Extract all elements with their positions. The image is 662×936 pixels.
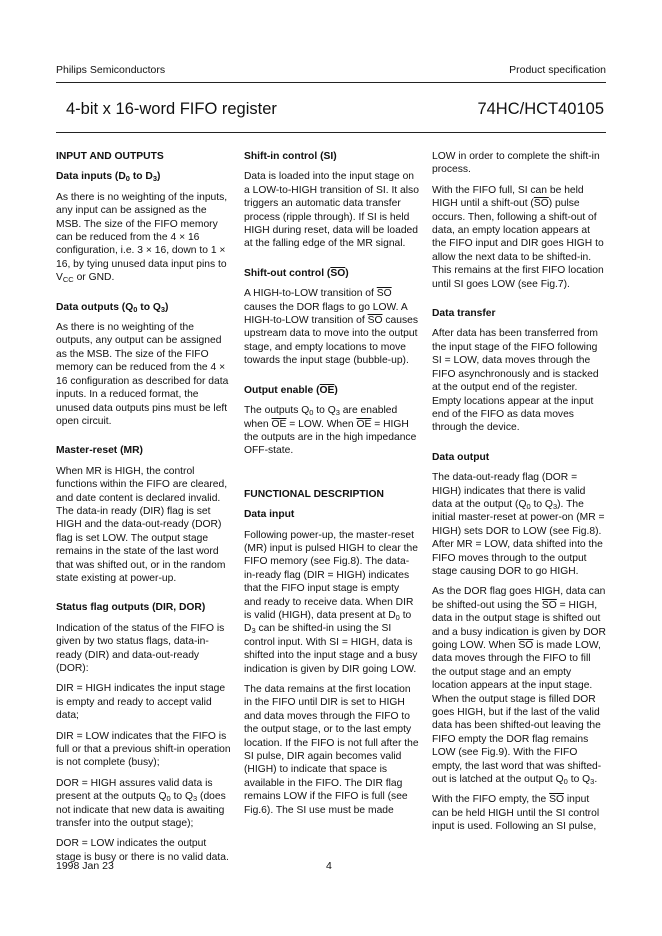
text-output-enable: The outputs $Q_0$ to $Q_3$ are enabled when $\overline{OE}$ = LOW. When $\overline{OE}$ = HIGH the outputs are in the high impedance OFF-state.	[244, 405, 417, 457]
text-continued: LOW in order to complete the shift-in process.	[432, 151, 600, 176]
column-2	[244, 150, 419, 824]
header-rule	[56, 82, 606, 83]
part-number: 74HC/HCT40105	[477, 100, 604, 118]
heading-master-reset: Master-reset (MR)	[56, 445, 143, 457]
header-doc-type: Product specification	[509, 64, 606, 76]
heading-functional-description: FUNCTIONAL DESCRIPTION	[244, 488, 384, 500]
heading-output-enable: Output enable (OE)	[244, 384, 338, 396]
heading-data-inputs: Data inputs ($D_0$ to $D_3$)	[56, 171, 161, 184]
text-fifo-full: With the FIFO full, SI can be held HIGH until a shift-out $(\overline{SO})$ pulse occurs. Then, following a shift-out of data, an empty location appears at the FIFO input and DIR goes HIGH to allow the next data to be shifted-in. This remains at the first FIFO location until SI goes LOW (see Fig.7).	[432, 184, 604, 290]
column-1	[56, 150, 231, 871]
text-data-transfer: After data has been transferred from the input stage of the FIFO following SI = LOW, data moves through the FIFO asynchronously and is stacked at the output end of the register. Empty locations appear at the input end of the FIFO as data moves through the device.	[432, 328, 599, 434]
text-data-output-2: As the DOR flag goes HIGH, data can be shifted-out using the $\overline{SO}$ = HIGH, data in the output stage is shifted out and a busy indication is given by DOR going LOW. When $\overline{SO}$ is made LOW, data moves through the FIFO to fill the output stage and an empty location appears at the input stage. When the output stage is filled DOR goes HIGH, but if the last of the valid data has been shifted-out leaving the FIFO empty the DOR flag remains LOW (see Fig.9). With the FIFO empty, the last word that was shifted-out is latched at the output $Q_0$ to $Q_3$.	[432, 586, 606, 787]
text-status-flags: Indication of the status of the FIFO is given by two status flags, data-in-ready (DIR) and data-out-ready (DOR):	[56, 622, 225, 674]
text-data-output-1: The data-out-ready flag (DOR = HIGH) indicates that there is valid data at the output ($Q_0$ to $Q_3$). The initial master-reset at power-on (MR = HIGH) sets DOR to LOW (see Fig.8). After MR = LOW, data shifted into the FIFO moves through to the output stage causing DOR to go HIGH.	[432, 472, 605, 577]
heading-status-flags: Status flag outputs (DIR, DOR)	[56, 602, 206, 614]
text-dir-low: DIR = LOW indicates that the FIFO is full or that a previous shift-in operation is not complete (busy);	[56, 730, 231, 769]
text-dir-high: DIR = HIGH indicates the input stage is empty and ready to accept valid data;	[56, 683, 226, 722]
page-number: 4	[326, 860, 332, 872]
title-rule	[56, 132, 606, 133]
column-3	[432, 150, 607, 841]
heading-data-input: Data input	[244, 509, 295, 521]
heading-data-output: Data output	[432, 451, 490, 463]
text-data-outputs: As there is no weighting of the outputs, any output can be assigned as the MSB. The size of the FIFO memory can be reduced from the 4 × 16 configuration as described for data inputs. In a reduced format, the unused data outputs pins must be left open circuit.	[56, 322, 229, 427]
text-dor-high: DOR = HIGH assures valid data is present at the outputs $Q_0$ to $Q_3$ (does not indicate that new data is awaiting transfer into the output stage);	[56, 777, 226, 830]
heading-data-transfer: Data transfer	[432, 308, 496, 320]
footer-date: 1998 Jan 23	[56, 860, 114, 872]
heading-shift-out: Shift-out control (SO)	[244, 267, 349, 279]
text-fifo-empty: With the FIFO empty, the $\overline{SO}$ input can be held HIGH until the SI control input is used. Following an SI pulse,	[432, 794, 600, 833]
text-data-inputs: As there is no weighting of the inputs, any input can be assigned as the MSB. The size of the FIFO memory can be reduced from the 4 × 16 configuration, i.e. 3 × 16, down to 1 × 16, by tying unused data input pins to $V_{CC}$ or GND.	[56, 191, 228, 285]
text-data-input-1: Following power-up, the master-reset (MR) input is pulsed HIGH to clear the FIFO memory (see Fig.8). The data-in-ready flag (DIR = HIGH) indicates that the FIFO input stage is empty and ready to receive data. When DIR is valid (HIGH), data present at $D_0$ to $D_3$ can be shifted-in using the SI control input. With SI = HIGH, data is shifted into the input stage and a busy indication is given by DIR going LOW.	[244, 529, 418, 675]
doc-title: 4-bit x 16-word FIFO register	[66, 100, 277, 118]
text-data-input-2: The data remains at the first location in the FIFO until DIR is set to HIGH and data moves through the FIFO to the output stage, or to the last empty location. If the FIFO is not full after the SI pulse, DIR again becomes valid (HIGH) to indicate that space is available in the FIFO. The DIR flag remains LOW if the FIFO is full (see Fig.6). The SI use must be made	[244, 684, 419, 816]
heading-inputs-outputs: INPUT AND OUTPUTS	[56, 151, 164, 162]
header-company: Philips Semiconductors	[56, 64, 166, 76]
text-master-reset: When MR is HIGH, the control functions within the FIFO are cleared, and date content is declared invalid. The data-in ready (DIR) flag is set HIGH and the data-out-ready (DOR) flag is set LOW. The output stage remains in the state of the last word that was shifted out, or in the random state existing at power-up.	[56, 465, 228, 584]
text-dor-low: DOR = LOW indicates the output stage is busy or there is no valid data.	[56, 838, 229, 863]
heading-data-outputs: Data outputs ($Q_0$ to $Q_3$)	[56, 301, 169, 314]
heading-shift-in: Shift-in control (SI)	[244, 151, 337, 162]
text-shift-out: A HIGH-to-LOW transition of $\overline{SO}$ causes the DOR flags to go LOW. A HIGH-to-LOW transition of $\overline{SO}$ causes upstream data to move into the output stage, and empty locations to move towards the input stage (bubble-up).	[244, 288, 418, 367]
text-shift-in: Data is loaded into the input stage on a LOW-to-HIGH transition of SI. It also triggers an automatic data transfer process (ripple through). If SI is held HIGH during reset, data will be loaded at the falling edge of the MR signal.	[244, 171, 419, 250]
